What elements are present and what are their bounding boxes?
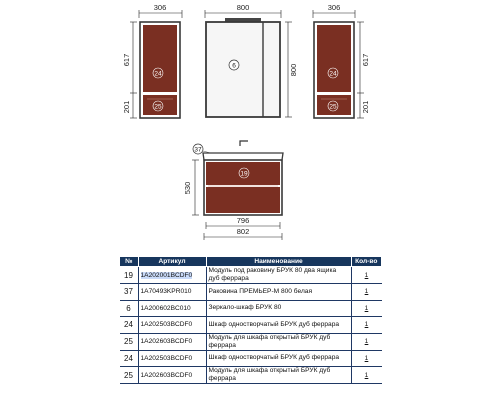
row-article: 1A202503BCDF0 [138,350,206,367]
right-cabinet [313,3,370,118]
row-number: 24 [120,317,139,334]
table-row [120,267,382,284]
vanity-inner-width: 796 [236,216,250,225]
row-number: 25 [120,333,139,350]
left-cabinet [122,3,182,118]
row-name: Шкаф одностворчатый БРУК дуб феррара [206,350,351,367]
left-cabinet-lower-height: 201 [122,100,131,114]
row-quantity: 1 [351,284,382,301]
left-cabinet-upper-height: 617 [122,53,131,67]
row-quantity: 1 [351,267,382,284]
table-row [120,317,382,334]
row-quantity: 1 [351,350,382,367]
row-article [138,267,206,284]
row-quantity: 1 [351,333,382,350]
faucet [240,141,248,146]
row-name: Модуль для шкафа открытый БРУК дуб феррара [206,367,351,384]
row-article: 1A202603BCDF0 [138,367,206,384]
row-quantity: 1 [351,317,382,334]
header-number: № [120,257,139,267]
row-name: Модуль для шкафа открытый БРУК дуб феррара [206,333,351,350]
callout-right-door: 24 [329,70,337,78]
table-header-row [120,257,382,267]
table-row [120,333,382,350]
table-row [120,350,382,367]
callout-left-drawer: 25 [154,103,162,111]
row-article: 1A70493KPR010 [138,284,206,301]
callout-mirror: 6 [232,62,236,70]
table-row [120,284,382,301]
callout-vanity: 19 [240,170,248,178]
row-name: Раковина ПРЕМЬЕР-М 800 белая [206,284,351,301]
row-article: 1A202603BCDF0 [138,333,206,350]
table-row [120,300,382,317]
left-cabinet-width: 306 [153,3,167,12]
row-number: 25 [120,367,139,384]
right-cabinet-door [317,25,351,92]
row-quantity: 1 [351,367,382,384]
callout-right-drawer: 25 [329,103,337,111]
row-number: 6 [120,300,139,317]
header-name: Наименование [206,257,351,267]
right-cabinet-upper-height: 617 [361,53,370,67]
callout-sink: 37 [194,146,202,154]
row-number: 37 [120,284,139,301]
callout-left-door: 24 [154,70,162,78]
row-name: Шкаф одностворчатый БРУК дуб феррара [206,317,351,334]
mirror-height: 800 [289,63,298,77]
mirror-width: 800 [236,3,250,12]
left-cabinet-door [143,25,177,92]
row-article: 1A200602BC010 [138,300,206,317]
specification-table [119,256,382,384]
vanity-unit [183,141,283,240]
row-article: 1A202503BCDF0 [138,317,206,334]
table-row [120,367,382,384]
header-article: Артикул [138,257,206,267]
mirror-cabinet [205,3,298,117]
row-number: 19 [120,267,139,284]
vanity-drawer-bottom [206,187,280,213]
header-quantity: Кол-во [351,257,382,267]
row-name: Модуль под раковину БРУК 80 два ящика дуб феррара [206,267,351,284]
row-name: Зеркало-шкаф БРУК 80 [206,300,351,317]
row-article-highlighted[interactable]: 1A202001BCDF0 [140,271,193,279]
right-cabinet-lower-height: 201 [361,100,370,114]
vanity-height: 530 [183,181,192,195]
vanity-outer-width: 802 [236,227,250,236]
row-number: 24 [120,350,139,367]
row-quantity: 1 [351,300,382,317]
right-cabinet-width: 306 [327,3,341,12]
